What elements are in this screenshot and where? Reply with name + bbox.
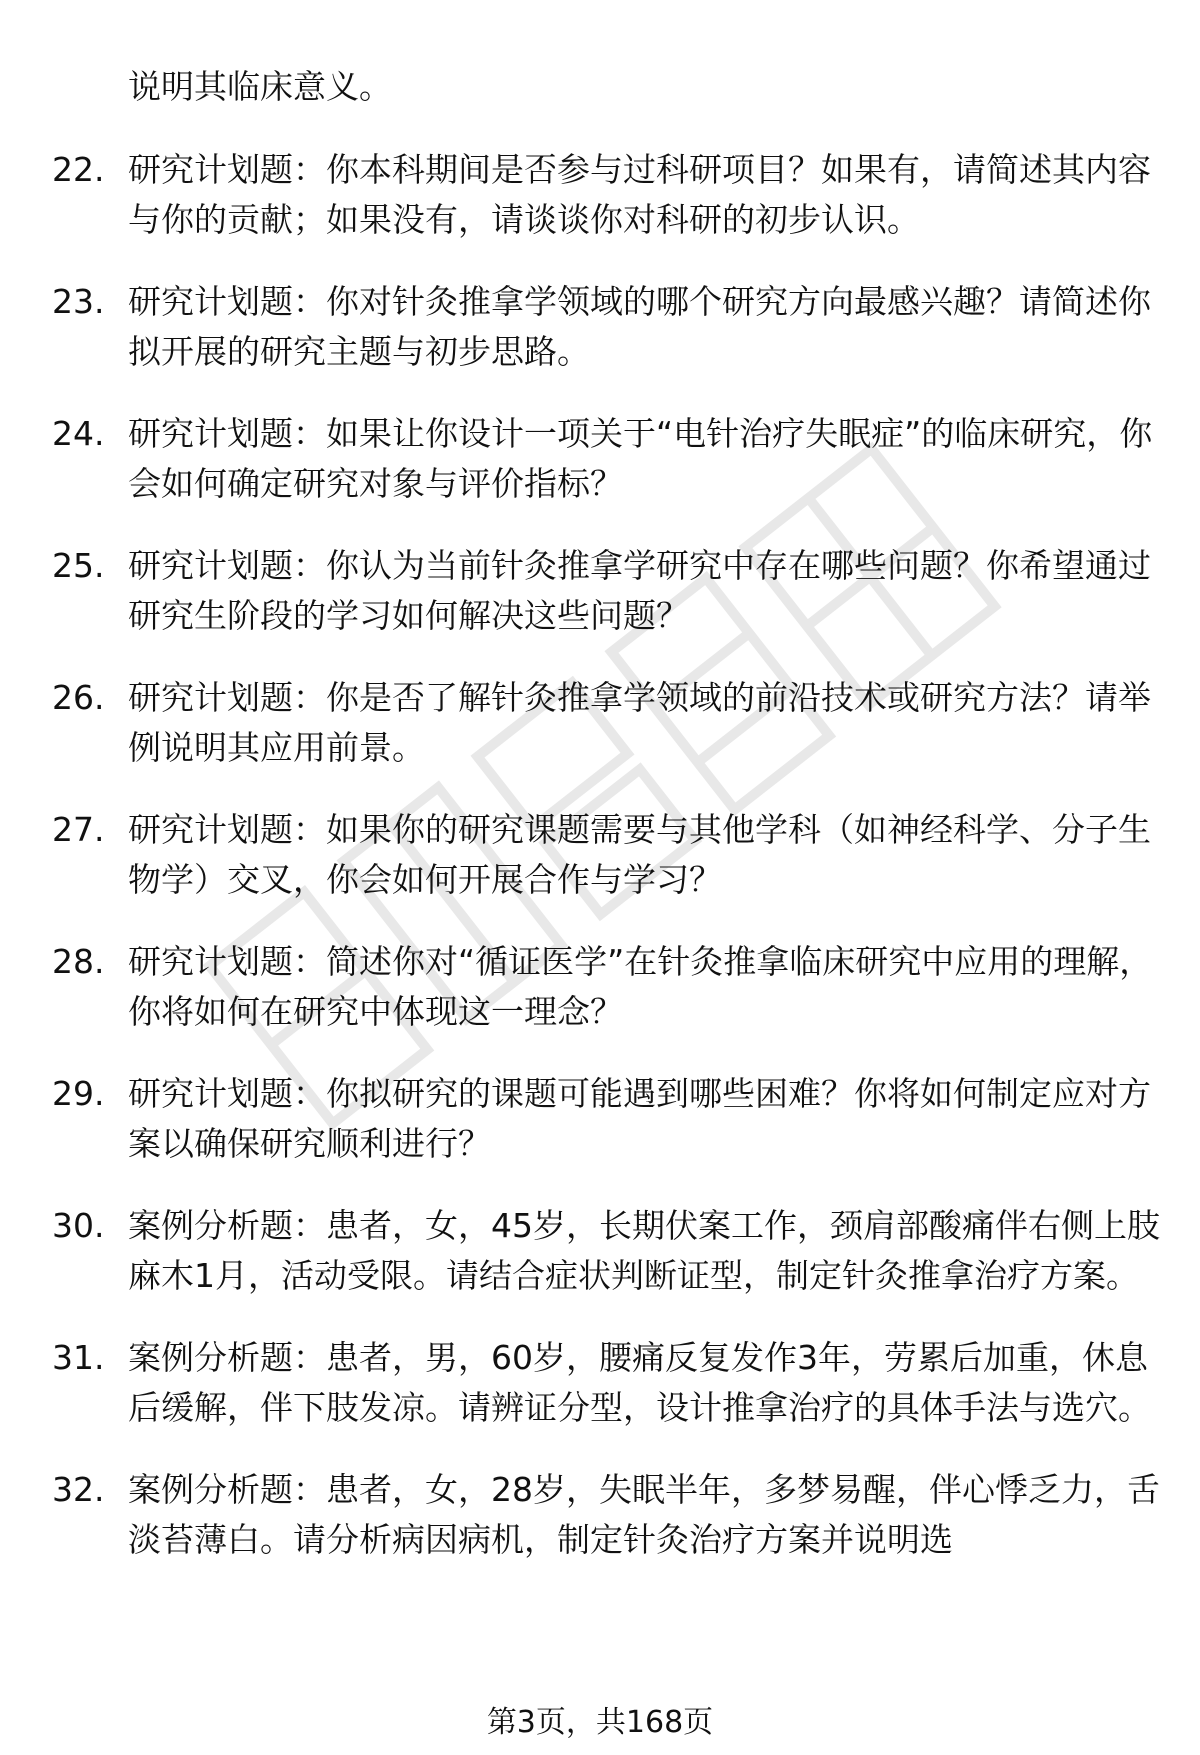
question-text: 研究计划题：你是否了解针灸推拿学领域的前沿技术或研究方法？请举例说明其应用前景。: [128, 678, 1151, 767]
question-number: 28.: [52, 942, 105, 981]
page-number-footer: 第3页，共168页: [486, 1705, 714, 1740]
question-item: [0, 937, 1200, 1037]
question-item: [0, 541, 1200, 641]
question-text: 研究计划题：你拟研究的课题可能遇到哪些困难？你将如何制定应对方案以确保研究顺利进行？: [128, 1074, 1151, 1163]
question-text: 案例分析题：患者，男，60岁，腰痛反复发作3年，劳累后加重，休息后缓解，伴下肢发凉。请辨证分型，设计推拿治疗的具体手法与选穴。: [128, 1338, 1151, 1427]
question-text: 研究计划题：如果你的研究课题需要与其他学科（如神经科学、分子生物学）交叉，你会如何开展合作与学习？: [128, 810, 1151, 899]
question-text: 研究计划题：你认为当前针灸推拿学研究中存在哪些问题？你希望通过研究生阶段的学习如何解决这些问题？: [128, 546, 1151, 635]
question-number: 22.: [52, 150, 105, 189]
question-number: 23.: [52, 282, 105, 321]
question-item: [0, 277, 1200, 377]
question-number: 31.: [52, 1338, 105, 1377]
question-number: 24.: [52, 414, 105, 453]
question-item: [0, 673, 1200, 773]
question-number: 26.: [52, 678, 105, 717]
question-number: 30.: [52, 1206, 105, 1245]
question-text: 研究计划题：简述你对“循证医学”在针灸推拿临床研究中应用的理解，你将如何在研究中体现这一理念？: [128, 942, 1153, 1031]
question-text: 研究计划题：你本科期间是否参与过科研项目？如果有，请简述其内容与你的贡献；如果没有，请谈谈你对科研的初步认识。: [128, 150, 1151, 239]
question-number: 29.: [52, 1074, 105, 1113]
question-item: [0, 1333, 1200, 1433]
question-text: 案例分析题：患者，女，28岁，失眠半年，多梦易醒，伴心悸乏力，舌淡苔薄白。请分析病因病机，制定针灸治疗方案并说明选: [128, 1470, 1160, 1559]
question-item: [0, 1465, 1200, 1565]
question-item: [0, 1201, 1200, 1301]
question-item: [0, 1069, 1200, 1169]
question-item: [0, 805, 1200, 905]
question-list: [0, 145, 1200, 1597]
question-item: [0, 409, 1200, 509]
question-text: 案例分析题：患者，女，45岁，长期伏案工作，颈肩部酸痛伴右侧上肢麻木1月，活动受限。请结合症状判断证型，制定针灸推拿治疗方案。: [128, 1206, 1160, 1295]
continued-text-line: 说明其临床意义。: [128, 67, 392, 106]
question-number: 25.: [52, 546, 105, 585]
question-text: 研究计划题：如果让你设计一项关于“电针治疗失眠症”的临床研究，你会如何确定研究对象与评价指标？: [128, 414, 1153, 503]
question-item: [0, 145, 1200, 245]
question-text: 研究计划题：你对针灸推拿学领域的哪个研究方向最感兴趣？请简述你拟开展的研究主题与初步思路。: [128, 282, 1151, 371]
question-number: 32.: [52, 1470, 105, 1509]
question-number: 27.: [52, 810, 105, 849]
